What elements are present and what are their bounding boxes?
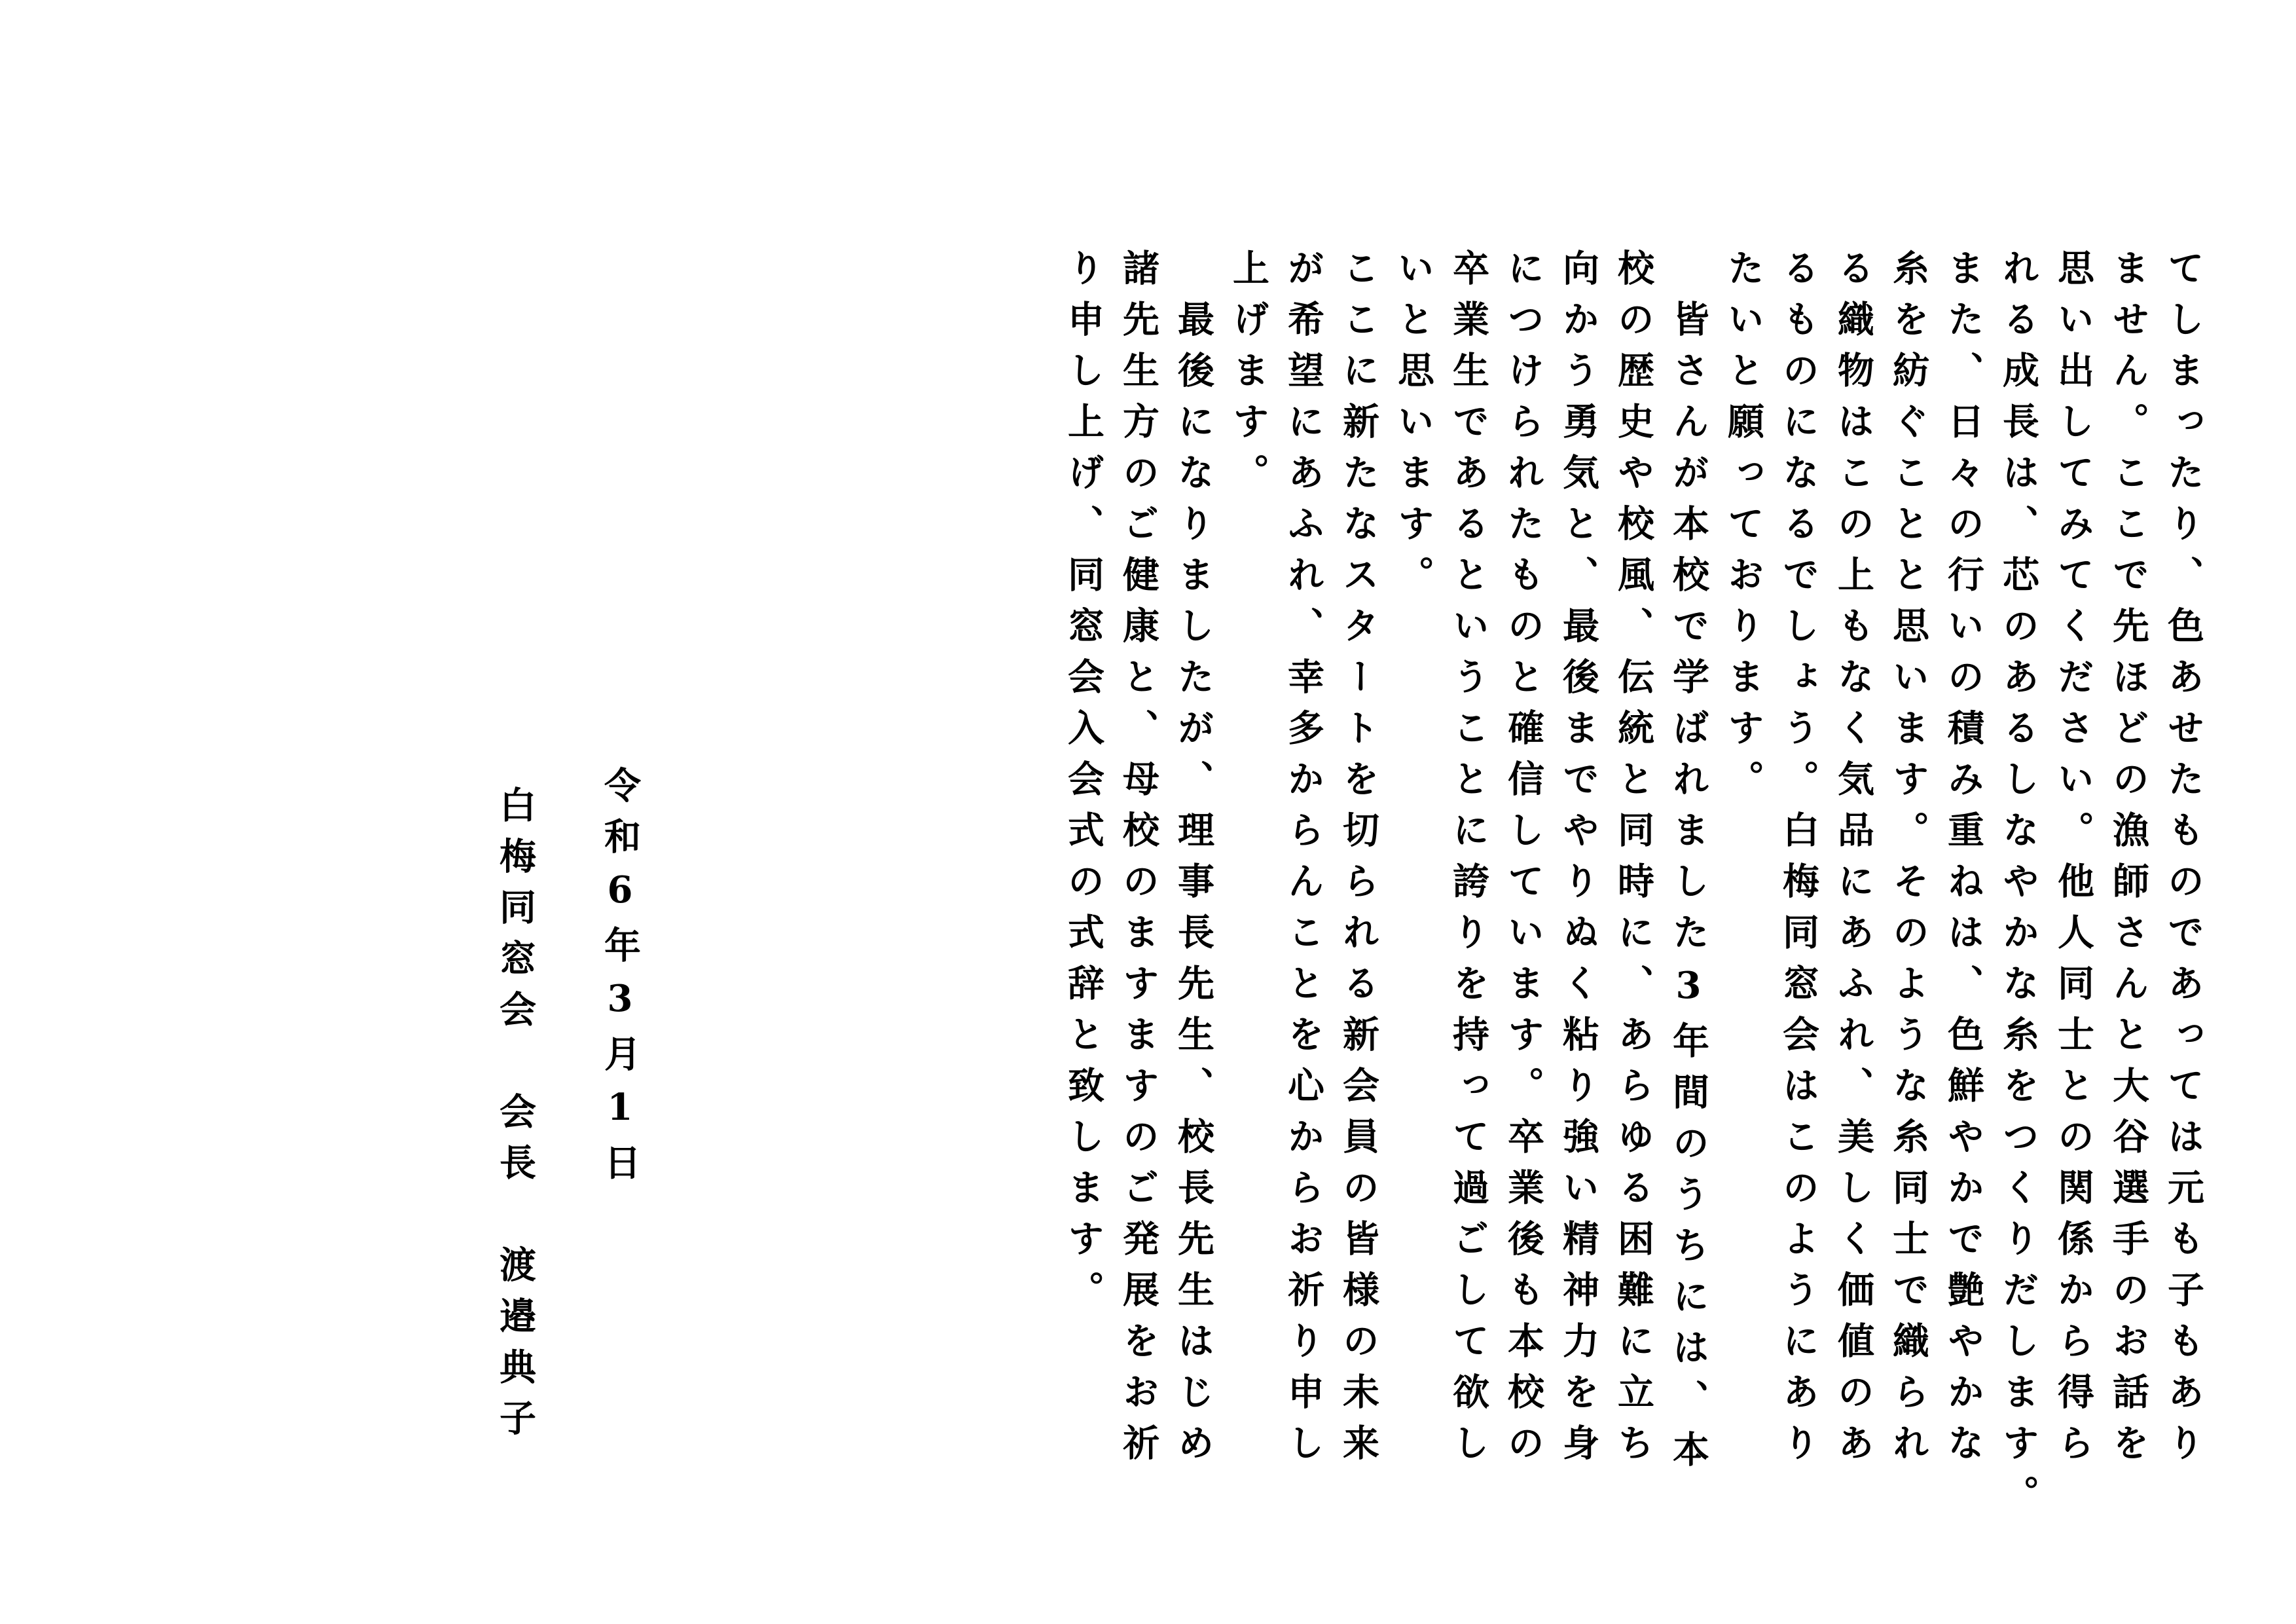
body-column-18: 上げます。 xyxy=(1227,249,1270,504)
body-column-10: 皆さんが本校で学ばれました3年間のうちには、本 xyxy=(1667,249,1710,1481)
body-column-7: る織物はこの上もなく気品にあふれ、美しく価値のあ xyxy=(1832,249,1875,1475)
signature-line: 白梅同窓会 会長 渡邉典子 xyxy=(494,786,537,1450)
body-column-8: るものになるでしょう。白梅同窓会はこのようにあり xyxy=(1777,249,1820,1475)
body-column-12: 向かう勇気と、最後までやりぬく粘り強い精神力を身 xyxy=(1557,249,1600,1475)
body-column-1: てしまったり、色あせたものであっては元も子もあり xyxy=(2162,249,2205,1475)
body-column-15: いと思います。 xyxy=(1392,249,1435,606)
body-column-13: につけられたものと確信しています。卒業後も本校の xyxy=(1502,249,1545,1475)
body-column-11: 校の歴史や校風、伝統と同時に、あらゆる困難に立ち xyxy=(1612,249,1655,1475)
body-column-14: 卒業生であるということに誇りを持って過ごして欲し xyxy=(1447,249,1490,1475)
body-column-20: 諸先生方のご健康と、母校のますますのご発展をお祈 xyxy=(1117,249,1160,1475)
body-column-2: ません。ここで先ほどの漁師さんと大谷選手のお話を xyxy=(2107,249,2150,1475)
body-column-21: り申し上げ、同窓会入会式の式辞と致します。 xyxy=(1062,249,1105,1321)
date-line: 令和6年3月1日 xyxy=(598,766,642,1194)
body-column-16: ここに新たなスタートを切られる新会員の皆様の未来 xyxy=(1337,249,1380,1475)
body-column-3: 思い出してみてください。他人同士との関係から得ら xyxy=(2052,249,2095,1475)
body-column-6: 糸を紡ぐことと思います。そのような糸同士で織られ xyxy=(1887,249,1930,1475)
body-column-19: 最後になりましたが、理事長先生、校長先生はじめ xyxy=(1172,249,1215,1475)
body-column-5: また、日々の行いの積み重ねは、色鮮やかで艶やかな xyxy=(1942,249,1985,1475)
body-column-9: たいと願っております。 xyxy=(1722,249,1765,811)
body-column-17: が希望にあふれ、幸多からんことを心からお祈り申し xyxy=(1282,249,1325,1475)
body-column-4: れる成長は、芯のあるしなやかな糸をつくりだします。 xyxy=(1997,249,2040,1526)
